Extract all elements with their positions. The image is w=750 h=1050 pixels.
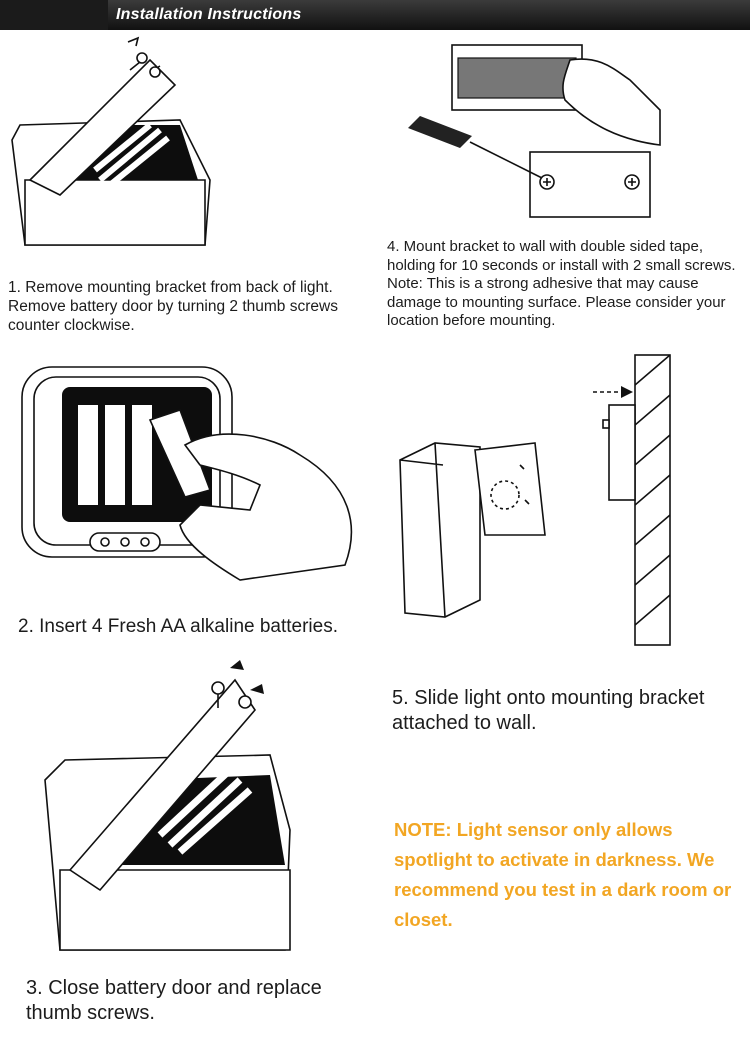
illustration-insert-batteries	[20, 365, 360, 585]
header-dark-block	[0, 0, 108, 30]
illustration-mount-bracket	[400, 40, 745, 225]
illustration-slide-onto-bracket	[395, 355, 740, 655]
illustration-close-battery-door	[40, 660, 340, 960]
page-title: Installation Instructions	[116, 6, 302, 23]
step-4-caption: 4. Mount bracket to wall with double sided tape, holding for 10 seconds or install with 2 small screws. Note: This is a strong adhesive that may cause damage to mounting surface. Please consider your location before mounting.	[387, 238, 736, 329]
header-bar	[0, 0, 750, 30]
step-1-caption: 1. Remove mounting bracket from back of light. Remove battery door by turning 2 thumb screws counter clockwise.	[8, 279, 338, 334]
step-5-caption: 5. Slide light onto mounting bracket attached to wall.	[392, 687, 705, 734]
step-3-caption: 3. Close battery door and replace thumb screws.	[26, 977, 322, 1024]
illustration-remove-battery-door	[0, 30, 380, 260]
step-2-caption: 2. Insert 4 Fresh AA alkaline batteries.	[18, 616, 339, 637]
note-text: NOTE: Light sensor only allows spotlight to activate in darkness. We recommend you test in a dark room or closet.	[394, 819, 732, 930]
